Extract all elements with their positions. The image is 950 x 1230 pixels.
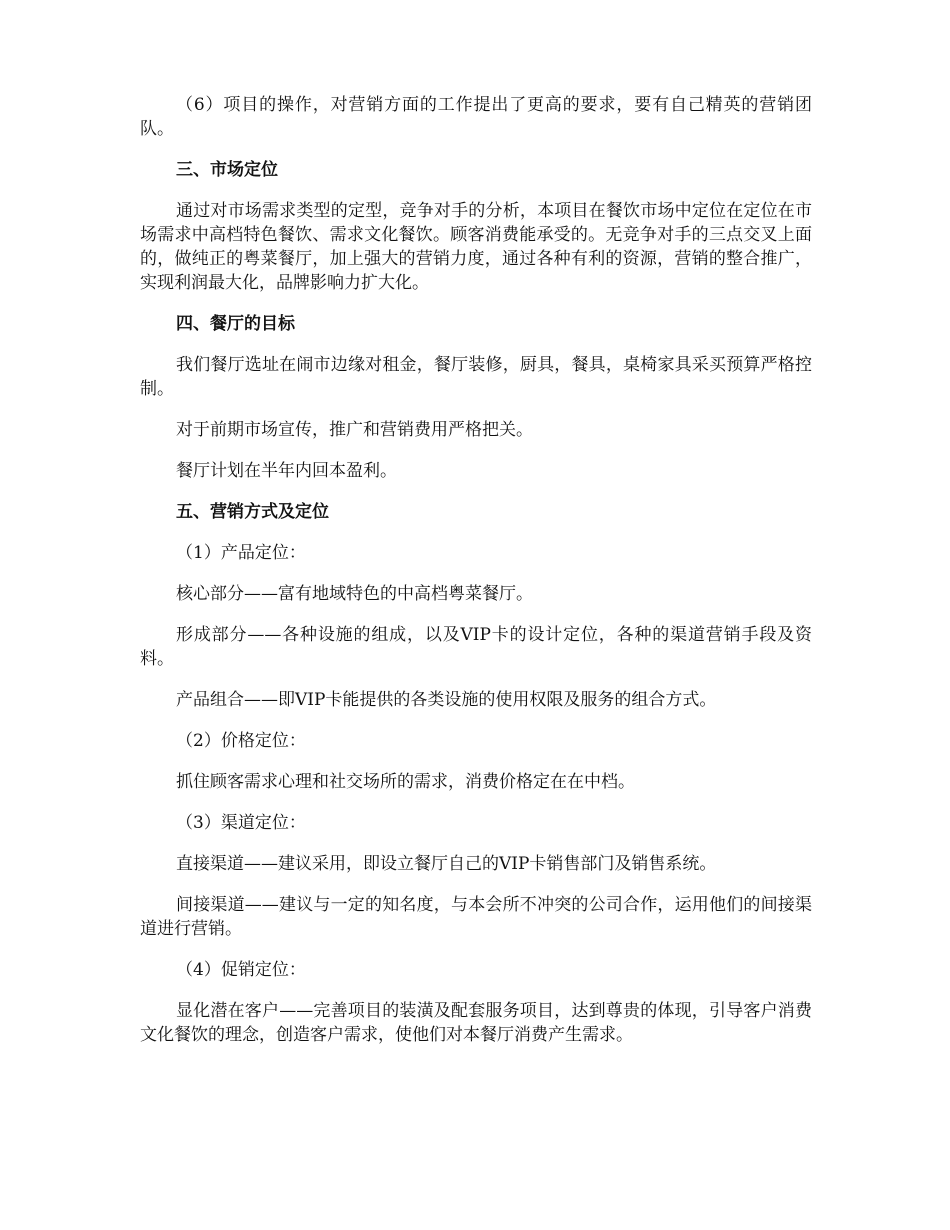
paragraph-potential-customers: 显化潜在客户——完善项目的装潢及配套服务项目，达到尊贵的体现，引导客户消费文化餐饮的理念，创造客户需求，使他们对本餐厅消费产生需求。 bbox=[140, 1001, 812, 1045]
heading-restaurant-goals: 四、餐厅的目标 bbox=[176, 314, 295, 334]
document-body bbox=[140, 93, 812, 1064]
paragraph-marketing-cost: 对于前期市场宣传，推广和营销费用严格把关。 bbox=[176, 420, 533, 440]
paragraph-product-combination: 产品组合——即VIP卡能提供的各类设施的使用权限及服务的组合方式。 bbox=[176, 690, 717, 710]
paragraph-budget-control: 我们餐厅选址在闹市边缘对租金，餐厅装修，厨具，餐具，桌椅家具采买预算严格控制。 bbox=[140, 355, 812, 399]
subheading-price-positioning: （2）价格定位： bbox=[176, 731, 306, 751]
paragraph-formed-part: 形成部分——各种设施的组成，以及VIP卡的设计定位，各种的渠道营销手段及资料。 bbox=[140, 625, 812, 669]
heading-market-positioning: 三、市场定位 bbox=[176, 160, 278, 180]
paragraph-market-positioning: 通过对市场需求类型的定型，竞争对手的分析，本项目在餐饮市场中定位在定位在市场需求中高档特色餐饮、需求文化餐饮。顾客消费能承受的。无竞争对手的三点交叉上面的，做纯正的粤菜餐厅，加上强大的营销力度，通过各种有利的资源，营销的整合推广，实现利润最大化，品牌影响力扩大化。 bbox=[140, 201, 812, 293]
paragraph-core-part: 核心部分——富有地域特色的中高档粤菜餐厅。 bbox=[176, 584, 533, 604]
subheading-promotion-positioning: （4）促销定位： bbox=[176, 960, 306, 980]
paragraph-profit-plan: 餐厅计划在半年内回本盈利。 bbox=[176, 461, 397, 481]
paragraph-indirect-channel: 间接渠道——建议与一定的知名度，与本会所不冲突的公司合作，运用他们的间接渠道进行营销。 bbox=[140, 895, 812, 939]
paragraph-price-positioning: 抓住顾客需求心理和社交场所的需求，消费价格定在在中档。 bbox=[176, 772, 635, 792]
paragraph-direct-channel: 直接渠道——建议采用，即设立餐厅自己的VIP卡销售部门及销售系统。 bbox=[176, 854, 717, 874]
subheading-product-positioning: （1）产品定位： bbox=[176, 543, 306, 563]
subheading-channel-positioning: （3）渠道定位： bbox=[176, 813, 306, 833]
paragraph-project-operation: （6）项目的操作，对营销方面的工作提出了更高的要求，要有自己精英的营销团队。 bbox=[140, 95, 812, 139]
heading-marketing-methods: 五、营销方式及定位 bbox=[176, 502, 329, 522]
